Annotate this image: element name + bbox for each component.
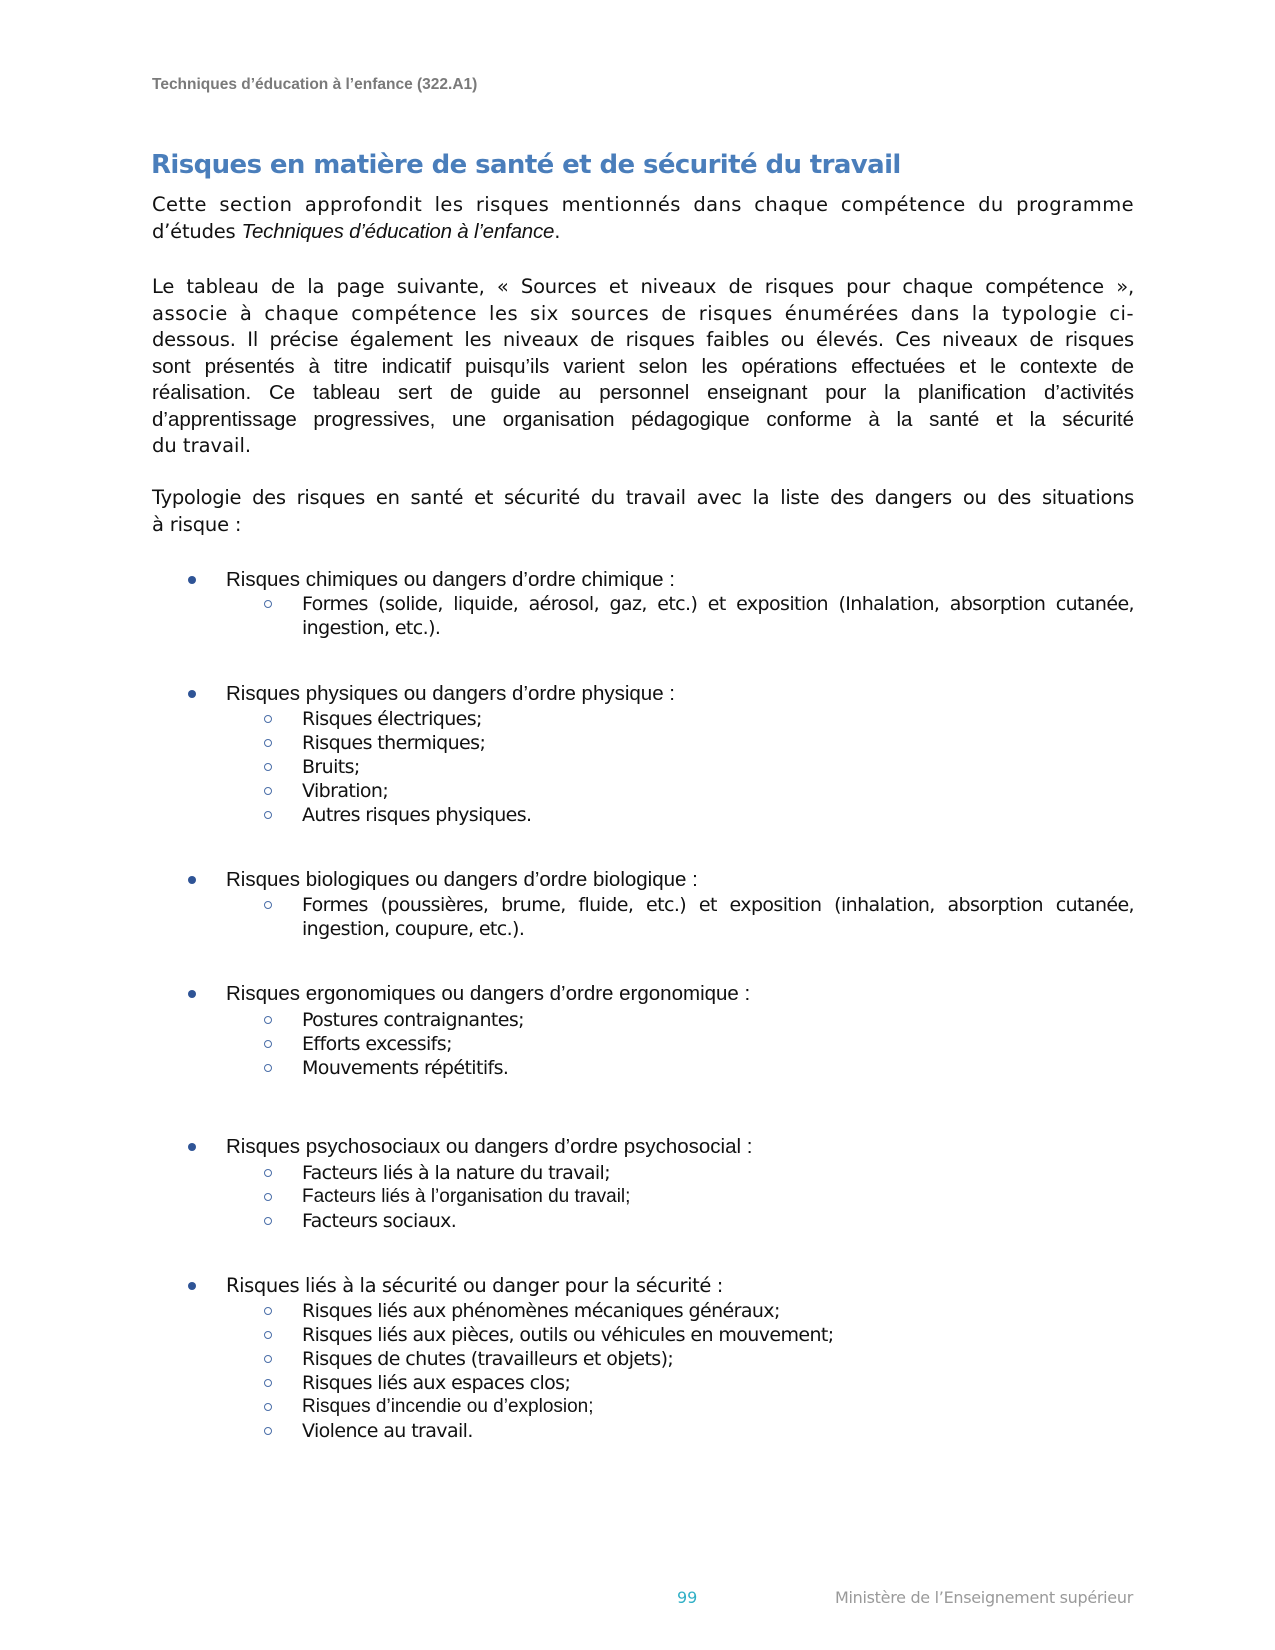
risk-item-continuation: ingestion, etc.). bbox=[302, 617, 441, 639]
paragraph2-line: sont présentés à titre indicatif puisqu’ils varient selon les opérations effectuées et le contexte de bbox=[152, 354, 1134, 378]
sub-bullet-icon bbox=[264, 1331, 272, 1339]
sub-bullet-icon bbox=[264, 1307, 272, 1315]
risk-category-label: Risques physiques ou dangers d’ordre physique : bbox=[226, 682, 675, 705]
sub-bullet-icon bbox=[264, 1217, 272, 1225]
sub-bullet-icon bbox=[264, 715, 272, 723]
risk-category-label: Risques chimiques ou dangers d’ordre chimique : bbox=[226, 568, 675, 591]
bullet-icon bbox=[188, 576, 196, 584]
risk-category-label: Risques liés à la sécurité ou danger pour la sécurité : bbox=[226, 1274, 723, 1297]
sub-bullet-icon bbox=[264, 1427, 272, 1435]
sub-bullet-icon bbox=[264, 1040, 272, 1048]
typology-line-2: à risque : bbox=[152, 512, 242, 536]
sub-bullet-icon bbox=[264, 787, 272, 795]
sub-bullet-icon bbox=[264, 739, 272, 747]
paragraph2-line: Le tableau de la page suivante, « Sources et niveaux de risques pour chaque compétence », bbox=[152, 275, 1134, 298]
sub-bullet-icon bbox=[264, 1016, 272, 1024]
risk-category-label: Risques biologiques ou dangers d’ordre biologique : bbox=[226, 868, 698, 891]
bullet-icon bbox=[188, 990, 196, 998]
footer-organization: Ministère de l’Enseignement supérieur bbox=[835, 1588, 1133, 1607]
sub-bullet-icon bbox=[264, 1355, 272, 1363]
sub-bullet-icon bbox=[264, 901, 272, 909]
sub-bullet-icon bbox=[264, 1193, 272, 1201]
bullet-icon bbox=[188, 876, 196, 884]
intro-line-2-prefix: d’études bbox=[152, 219, 242, 243]
paragraph2-line: d’apprentissage progressives, une organisation pédagogique conforme à la santé et la sécurité bbox=[152, 407, 1134, 431]
section-title: Risques en matière de santé et de sécurité du travail bbox=[151, 150, 901, 180]
sub-bullet-icon bbox=[264, 600, 272, 608]
sub-bullet-icon bbox=[264, 1169, 272, 1177]
intro-line-2-suffix: . bbox=[554, 219, 561, 243]
paragraph2-line: associe à chaque compétence les six sources de risques énumérées dans la typologie ci- bbox=[152, 301, 1134, 325]
paragraph2-line: du travail. bbox=[152, 434, 252, 457]
running-header: Techniques d’éducation à l’enfance (322.A1) bbox=[152, 76, 478, 93]
risk-category-label: Risques ergonomiques ou dangers d’ordre ergonomique : bbox=[226, 982, 751, 1005]
risk-category-label: Risques psychosociaux ou dangers d’ordre psychosocial : bbox=[226, 1135, 753, 1158]
risk-item-continuation: ingestion, coupure, etc.). bbox=[302, 918, 525, 940]
typology-intro bbox=[152, 485, 1134, 538]
table-description-paragraph bbox=[152, 274, 1134, 460]
paragraph2-line: réalisation. Ce tableau sert de guide au personnel enseignant pour la planification d’activités bbox=[152, 381, 1134, 404]
sub-bullet-icon bbox=[264, 763, 272, 771]
intro-line-2 bbox=[152, 219, 1134, 246]
sub-bullet-icon bbox=[264, 1379, 272, 1387]
page-number: 99 bbox=[677, 1588, 698, 1607]
intro-paragraph bbox=[152, 192, 1134, 245]
paragraph2-line: dessous. Il précise également les niveaux de risques faibles ou élevés. Ces niveaux de risques bbox=[152, 328, 1134, 351]
sub-bullet-icon bbox=[264, 1064, 272, 1072]
bullet-icon bbox=[188, 690, 196, 698]
bullet-icon bbox=[188, 1143, 196, 1151]
program-name: Techniques d’éducation à l’enfance bbox=[241, 219, 555, 243]
sub-bullet-icon bbox=[264, 1403, 272, 1411]
bullet-icon bbox=[188, 1282, 196, 1290]
sub-bullet-icon bbox=[264, 811, 272, 819]
typology-line-1: Typologie des risques en santé et sécurité du travail avec la liste des dangers ou des situations bbox=[152, 486, 1134, 509]
intro-line-1: Cette section approfondit les risques mentionnés dans chaque compétence du programme bbox=[152, 193, 1134, 216]
